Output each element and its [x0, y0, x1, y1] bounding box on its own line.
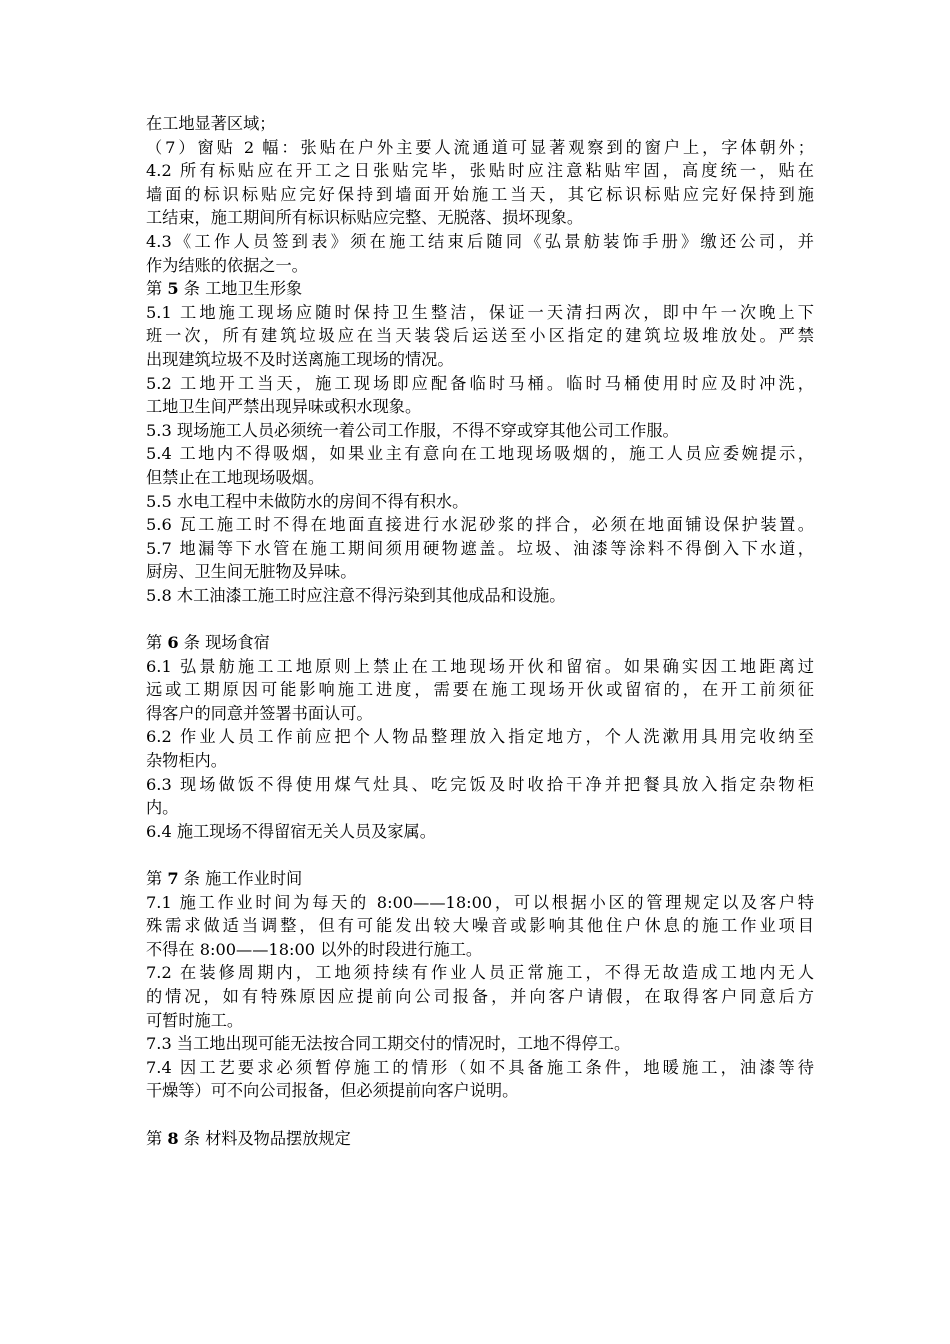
text-line: 6.4 施工现场不得留宿无关人员及家属。 — [146, 821, 436, 841]
heading-number: 7 — [167, 869, 179, 888]
text-line: 出现建筑垃圾不及时送离施工现场的情况。 — [146, 349, 454, 369]
text-line: 远或工期原因可能影响施工进度，需要在施工现场开伙或留宿的，在开工前须征 — [146, 680, 814, 700]
text-line: 5.2 工地开工当天，施工现场即应配备临时马桶。临时马桶使用时应及时冲洗， — [146, 373, 814, 393]
text-line: 但禁止在工地现场吸烟。 — [146, 467, 325, 487]
section-heading-8 — [146, 1127, 814, 1151]
heading-title: 条 施工作业时间 — [183, 869, 303, 888]
section-heading-5 — [146, 277, 814, 301]
heading-number: 5 — [167, 279, 179, 299]
text-line: 4.2 所有标贴应在开工之日张贴完毕，张贴时应注意粘贴牢固，高度统一，贴在 — [146, 161, 814, 181]
text-line: 7.4 因工艺要求必须暂停施工的情形（如不具备施工条件，地暖施工，油漆等待 — [146, 1057, 814, 1077]
heading-number: 8 — [167, 1128, 179, 1148]
section-heading-6 — [146, 631, 814, 655]
heading-number: 6 — [167, 633, 179, 653]
text-line: 班一次，所有建筑垃圾应在当天装袋后运送至小区指定的建筑垃圾堆放处。严禁 — [146, 326, 814, 346]
heading-prefix: 第 — [146, 869, 163, 888]
text-line: 殊需求做适当调整，但有可能发出较大噪音或影响其他住户休息的施工作业项目 — [146, 916, 814, 936]
blank-line — [146, 607, 814, 631]
text-line: 5.1 工地施工现场应随时保持卫生整洁，保证一天清扫两次，即中午一次晚上下 — [146, 302, 814, 322]
text-line: 6.2 作业人员工作前应把个人物品整理放入指定地方，个人洗漱用具用完收纳至 — [146, 727, 814, 747]
text-line: 6.3 现场做饭不得使用煤气灶具、吃完饭及时收拾干净并把餐具放入指定杂物柜 — [146, 774, 814, 794]
text-line: 可暂时施工。 — [146, 1010, 244, 1030]
text-line: 不得在 8:00——18:00 以外的时段进行施工。 — [146, 939, 483, 959]
heading-title: 条 材料及物品摆放规定 — [183, 1128, 351, 1148]
text-line: 工结束，施工期间所有标识标贴应完整、无脱落、损坏现象。 — [146, 208, 584, 228]
text-line: 7.2 在装修周期内，工地须持续有作业人员正常施工，不得无故造成工地内无人 — [146, 963, 814, 983]
text-line: 7.1 施工作业时间为每天的 8:00——18:00，可以根据小区的管理规定以及客户特 — [146, 892, 814, 912]
text-line: 杂物柜内。 — [146, 751, 227, 771]
text-line: 墙面的标识标贴应完好保持到墙面开始施工当天，其它标识标贴应完好保持到施 — [146, 184, 814, 204]
text-line: 5.4 工地内不得吸烟，如果业主有意向在工地现场吸烟的，施工人员应委婉提示， — [146, 444, 814, 464]
text-line: 5.6 瓦工施工时不得在地面直接进行水泥砂浆的拌合，必须在地面铺设保护装置。 — [146, 515, 814, 535]
text-line: 得客户的同意并签署书面认可。 — [146, 703, 373, 723]
text-line: 工地卫生间严禁出现异味或积水现象。 — [146, 397, 422, 417]
text-line: 的情况，如有特殊原因应提前向公司报备，并向客户请假，在取得客户同意后方 — [146, 986, 814, 1006]
section-heading-7 — [146, 867, 814, 891]
text-line: 在工地显著区域； — [146, 114, 276, 133]
text-line: 厨房、卫生间无脏物及异味。 — [146, 562, 357, 582]
text-line: 5.8 木工油漆工施工时应注意不得污染到其他成品和设施。 — [146, 585, 566, 605]
heading-prefix: 第 — [146, 279, 163, 299]
text-line: 5.3 现场施工人员必须统一着公司工作服，不得不穿或穿其他公司工作服。 — [146, 420, 679, 440]
heading-title: 条 工地卫生形象 — [183, 279, 303, 299]
blank-line — [146, 1103, 814, 1127]
text-line: 6.1 弘景舫施工工地原则上禁止在工地现场开伙和留宿。如果确实因工地距离过 — [146, 656, 814, 676]
document-page — [146, 112, 814, 1150]
text-line: 干燥等）可不向公司报备，但必须提前向客户说明。 — [146, 1081, 519, 1101]
text-line: 4.3《工作人员签到表》须在施工结束后随同《弘景舫装饰手册》缴还公司，并 — [146, 231, 814, 251]
heading-prefix: 第 — [146, 1128, 163, 1148]
blank-line — [146, 843, 814, 867]
text-line: 内。 — [146, 798, 179, 818]
text-line: 作为结账的依据之一。 — [146, 255, 308, 275]
heading-title: 条 现场食宿 — [183, 633, 270, 653]
text-line: （7）窗贴 2 幅：张贴在户外主要人流通道可显著观察到的窗户上，字体朝外； — [146, 137, 814, 157]
text-line: 5.7 地漏等下水管在施工期间须用硬物遮盖。垃圾、油漆等涂料不得倒入下水道， — [146, 538, 814, 558]
text-line: 7.3 当工地出现可能无法按合同工期交付的情况时，工地不得停工。 — [146, 1034, 631, 1054]
text-line: 5.5 水电工程中未做防水的房间不得有积水。 — [146, 491, 469, 511]
heading-prefix: 第 — [146, 633, 163, 653]
